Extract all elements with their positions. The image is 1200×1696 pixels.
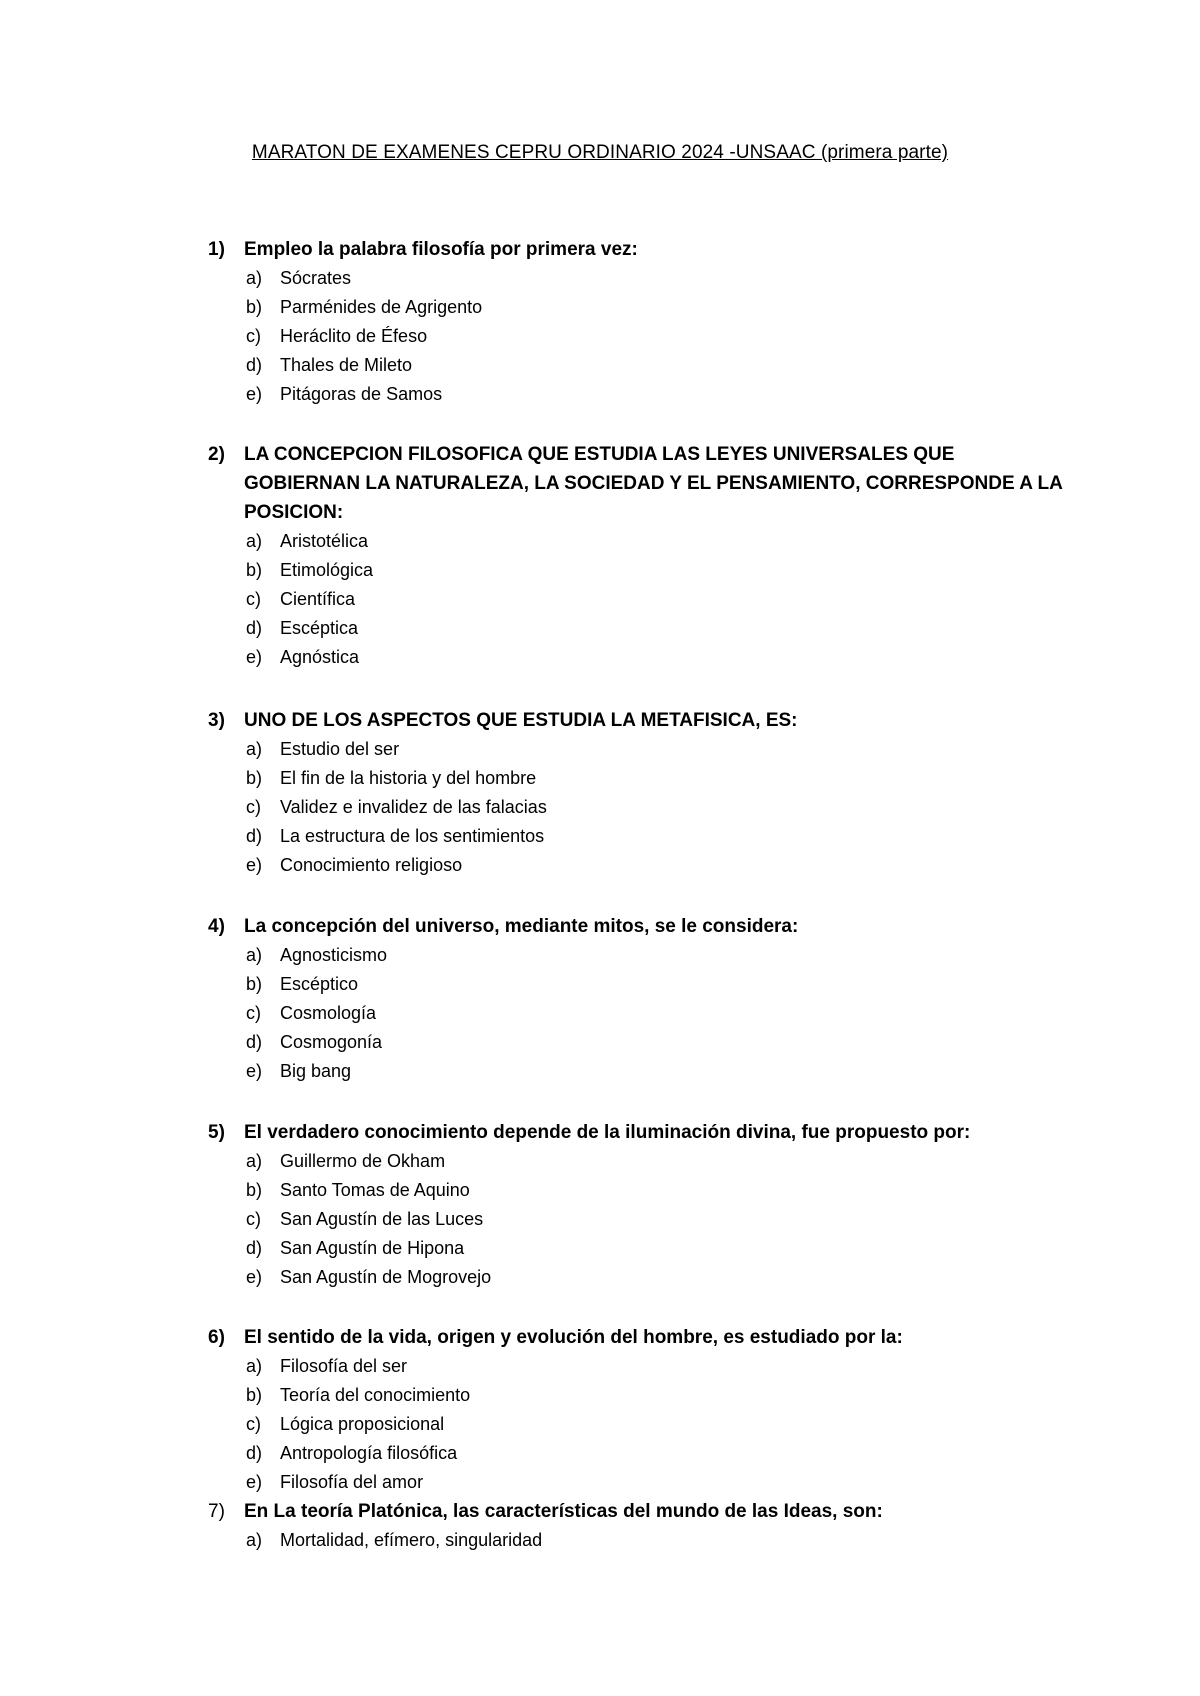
question-number: 2) <box>208 444 225 465</box>
option-c: c) Validez e invalidez de las falacias <box>246 797 547 817</box>
option-e: e) Filosofía del amor <box>246 1472 424 1492</box>
option-a: a) Estudio del ser <box>246 739 400 759</box>
option-b: b) Santo Tomas de Aquino <box>246 1180 470 1200</box>
question-2 <box>208 440 1068 672</box>
option-a: a) Sócrates <box>246 268 352 288</box>
option-d: d) La estructura de los sentimientos <box>246 826 545 846</box>
question-text: Empleo la palabra filosofía por primera vez: <box>244 239 638 260</box>
question-heading <box>208 1118 1068 1147</box>
option-b: b) Escéptico <box>246 974 359 994</box>
option-c: c) Científica <box>246 589 356 609</box>
option-d: d) Escéptica <box>246 618 359 638</box>
question-number: 5) <box>208 1122 225 1143</box>
option-d: d) Antropología filosófica <box>246 1443 458 1463</box>
options-list <box>208 527 1068 672</box>
question-1 <box>208 235 1068 409</box>
question-heading <box>208 440 1068 527</box>
option-c: c) Cosmología <box>246 1003 377 1023</box>
question-text: La concepción del universo, mediante mitos, se le considera: <box>244 916 799 937</box>
option-a: a) Guillermo de Okham <box>246 1151 446 1171</box>
question-7 <box>208 1497 1068 1555</box>
option-c: c) San Agustín de las Luces <box>246 1209 484 1229</box>
option-a: a) Agnosticismo <box>246 945 388 965</box>
question-6 <box>208 1323 1068 1497</box>
question-text: LA CONCEPCION FILOSOFICA QUE ESTUDIA LAS LEYES UNIVERSALES QUE GOBIERNAN LA NATURALEZA, LA SOCIEDAD Y EL PENSAMIENTO, CORRESPONDE A LA POSICION: <box>244 444 1063 523</box>
question-text: El verdadero conocimiento depende de la iluminación divina, fue propuesto por: <box>244 1122 971 1143</box>
question-text: UNO DE LOS ASPECTOS QUE ESTUDIA LA METAFISICA, ES: <box>244 710 798 731</box>
question-number: 4) <box>208 916 225 937</box>
document-title: MARATON DE EXAMENES CEPRU ORDINARIO 2024 -UNSAAC (primera parte) <box>251 142 949 163</box>
question-heading <box>208 1497 1068 1526</box>
question-number: 7) <box>208 1501 225 1522</box>
option-e: e) Big bang <box>246 1061 352 1081</box>
options-list <box>208 735 1068 880</box>
option-b: b) Teoría del conocimiento <box>246 1385 471 1405</box>
question-heading <box>208 912 1068 941</box>
question-number: 1) <box>208 239 225 260</box>
option-a: a) Mortalidad, efímero, singularidad <box>246 1530 543 1550</box>
option-d: d) Thales de Mileto <box>246 355 413 375</box>
option-c: c) Heráclito de Éfeso <box>246 326 428 346</box>
option-e: e) Conocimiento religioso <box>246 855 463 875</box>
option-e: e) San Agustín de Mogrovejo <box>246 1267 492 1287</box>
option-b: b) Parménides de Agrigento <box>246 297 483 317</box>
question-4 <box>208 912 1068 1086</box>
option-b: b) Etimológica <box>246 560 374 580</box>
question-number: 6) <box>208 1327 225 1348</box>
option-e: e) Agnóstica <box>246 647 360 667</box>
option-a: a) Aristotélica <box>246 531 369 551</box>
option-e: e) Pitágoras de Samos <box>246 384 443 404</box>
question-text: El sentido de la vida, origen y evolución del hombre, es estudiado por la: <box>244 1327 903 1348</box>
question-heading <box>208 235 1068 264</box>
question-heading <box>208 706 1068 735</box>
question-3 <box>208 706 1068 880</box>
question-heading <box>208 1323 1068 1352</box>
options-list <box>208 1352 1068 1497</box>
question-5 <box>208 1118 1068 1292</box>
option-b: b) El fin de la historia y del hombre <box>246 768 537 788</box>
options-list <box>208 941 1068 1086</box>
options-list <box>208 1147 1068 1292</box>
options-list <box>208 1526 1068 1555</box>
options-list <box>208 264 1068 409</box>
option-a: a) Filosofía del ser <box>246 1356 408 1376</box>
question-text: En La teoría Platónica, las características del mundo de las Ideas, son: <box>244 1501 883 1522</box>
option-d: d) San Agustín de Hipona <box>246 1238 465 1258</box>
option-d: d) Cosmogonía <box>246 1032 383 1052</box>
option-c: c) Lógica proposicional <box>246 1414 445 1434</box>
question-number: 3) <box>208 710 225 731</box>
